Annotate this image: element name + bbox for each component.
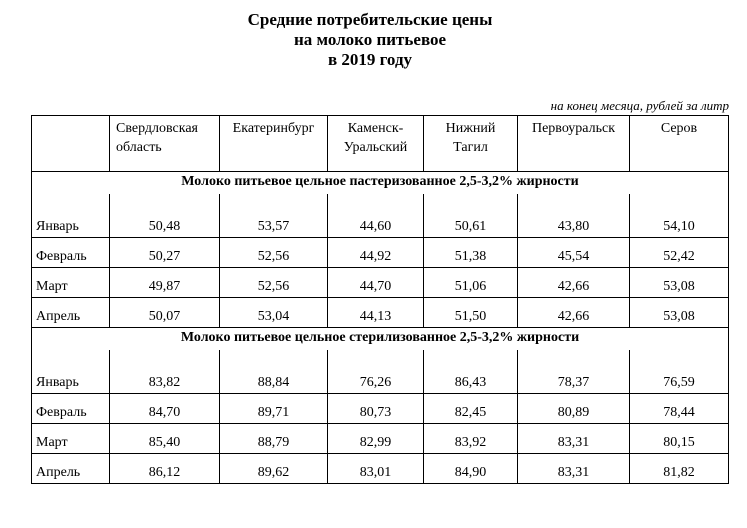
price-cell: 76,26 (328, 364, 424, 394)
price-cell: 78,37 (518, 364, 630, 394)
spacer-cell (424, 194, 518, 208)
table-row (32, 268, 729, 298)
price-cell: 49,87 (110, 268, 220, 298)
month-cell: Апрель (32, 454, 110, 484)
price-cell: 78,44 (630, 394, 729, 424)
table-row (32, 208, 729, 238)
price-cell: 51,38 (424, 238, 518, 268)
price-cell: 53,04 (220, 298, 328, 328)
table-row (32, 364, 729, 394)
month-cell: Февраль (32, 394, 110, 424)
spacer-cell (424, 350, 518, 364)
title-line-2: на молоко питьевое (293, 30, 447, 49)
price-cell: 88,79 (220, 424, 328, 454)
spacer-cell (220, 350, 328, 364)
section-title: Молоко питьевое цельное пастеризованное 2,5-3,2% жирности (32, 172, 729, 195)
spacer-cell (518, 194, 630, 208)
header-cell-serov: Серов (630, 116, 729, 172)
section-row (32, 172, 729, 195)
price-cell: 83,92 (424, 424, 518, 454)
price-cell: 42,66 (518, 298, 630, 328)
price-cell: 85,40 (110, 424, 220, 454)
month-cell: Апрель (32, 298, 110, 328)
title-line-3: в 2019 году (327, 50, 413, 69)
section-title: Молоко питьевое цельное стерилизованное 2,5-3,2% жирности (32, 328, 729, 351)
month-cell: Январь (32, 364, 110, 394)
price-cell: 52,42 (630, 238, 729, 268)
price-cell: 82,99 (328, 424, 424, 454)
price-cell: 84,90 (424, 454, 518, 484)
header-row (32, 116, 729, 172)
price-cell: 82,45 (424, 394, 518, 424)
price-cell: 50,07 (110, 298, 220, 328)
price-cell: 80,89 (518, 394, 630, 424)
price-cell: 83,31 (518, 454, 630, 484)
header-cell-empty (32, 116, 110, 172)
price-table (31, 115, 729, 484)
price-cell: 88,84 (220, 364, 328, 394)
table-row (32, 424, 729, 454)
section-row (32, 328, 729, 351)
price-cell: 44,92 (328, 238, 424, 268)
price-cell: 44,60 (328, 208, 424, 238)
price-cell: 52,56 (220, 268, 328, 298)
price-cell: 44,70 (328, 268, 424, 298)
month-cell: Март (32, 424, 110, 454)
spacer-cell (110, 350, 220, 364)
price-cell: 53,08 (630, 298, 729, 328)
page-title (0, 10, 740, 70)
price-cell: 50,48 (110, 208, 220, 238)
price-cell: 83,01 (328, 454, 424, 484)
price-cell: 42,66 (518, 268, 630, 298)
spacer-cell (328, 194, 424, 208)
table-row (32, 298, 729, 328)
spacer-cell (630, 350, 729, 364)
unit-note: на конец месяца, рублей за литр (550, 98, 729, 113)
price-cell: 83,82 (110, 364, 220, 394)
spacer-cell (110, 194, 220, 208)
price-cell: 50,27 (110, 238, 220, 268)
price-cell: 45,54 (518, 238, 630, 268)
spacer-cell (630, 194, 729, 208)
header-cell-ekaterinburg: Екатеринбург (220, 116, 328, 172)
spacer-cell (220, 194, 328, 208)
spacer-row (32, 194, 729, 208)
table-row (32, 454, 729, 484)
price-cell: 80,15 (630, 424, 729, 454)
table-row (32, 238, 729, 268)
header-cell-tagil: Нижний Тагил (424, 116, 518, 172)
price-cell: 54,10 (630, 208, 729, 238)
price-cell: 51,06 (424, 268, 518, 298)
price-cell: 50,61 (424, 208, 518, 238)
spacer-cell (328, 350, 424, 364)
month-cell: Март (32, 268, 110, 298)
price-cell: 83,31 (518, 424, 630, 454)
price-cell: 81,82 (630, 454, 729, 484)
header-cell-pervouralsk: Первоуральск (518, 116, 630, 172)
price-cell: 84,70 (110, 394, 220, 424)
price-cell: 89,71 (220, 394, 328, 424)
price-cell: 53,08 (630, 268, 729, 298)
price-cell: 86,43 (424, 364, 518, 394)
spacer-row (32, 350, 729, 364)
spacer-cell (32, 350, 110, 364)
price-cell: 76,59 (630, 364, 729, 394)
title-line-1: Средние потребительские цены (247, 10, 493, 29)
price-cell: 52,56 (220, 238, 328, 268)
spacer-cell (518, 350, 630, 364)
month-cell: Январь (32, 208, 110, 238)
price-cell: 53,57 (220, 208, 328, 238)
month-cell: Февраль (32, 238, 110, 268)
price-cell: 43,80 (518, 208, 630, 238)
price-cell: 86,12 (110, 454, 220, 484)
table-row (32, 394, 729, 424)
price-cell: 89,62 (220, 454, 328, 484)
price-cell: 51,50 (424, 298, 518, 328)
price-cell: 44,13 (328, 298, 424, 328)
spacer-cell (32, 194, 110, 208)
header-cell-kamensk: Каменск-Уральский (328, 116, 424, 172)
header-cell-sverdlovsk: Свердловская область (110, 116, 220, 172)
price-cell: 80,73 (328, 394, 424, 424)
